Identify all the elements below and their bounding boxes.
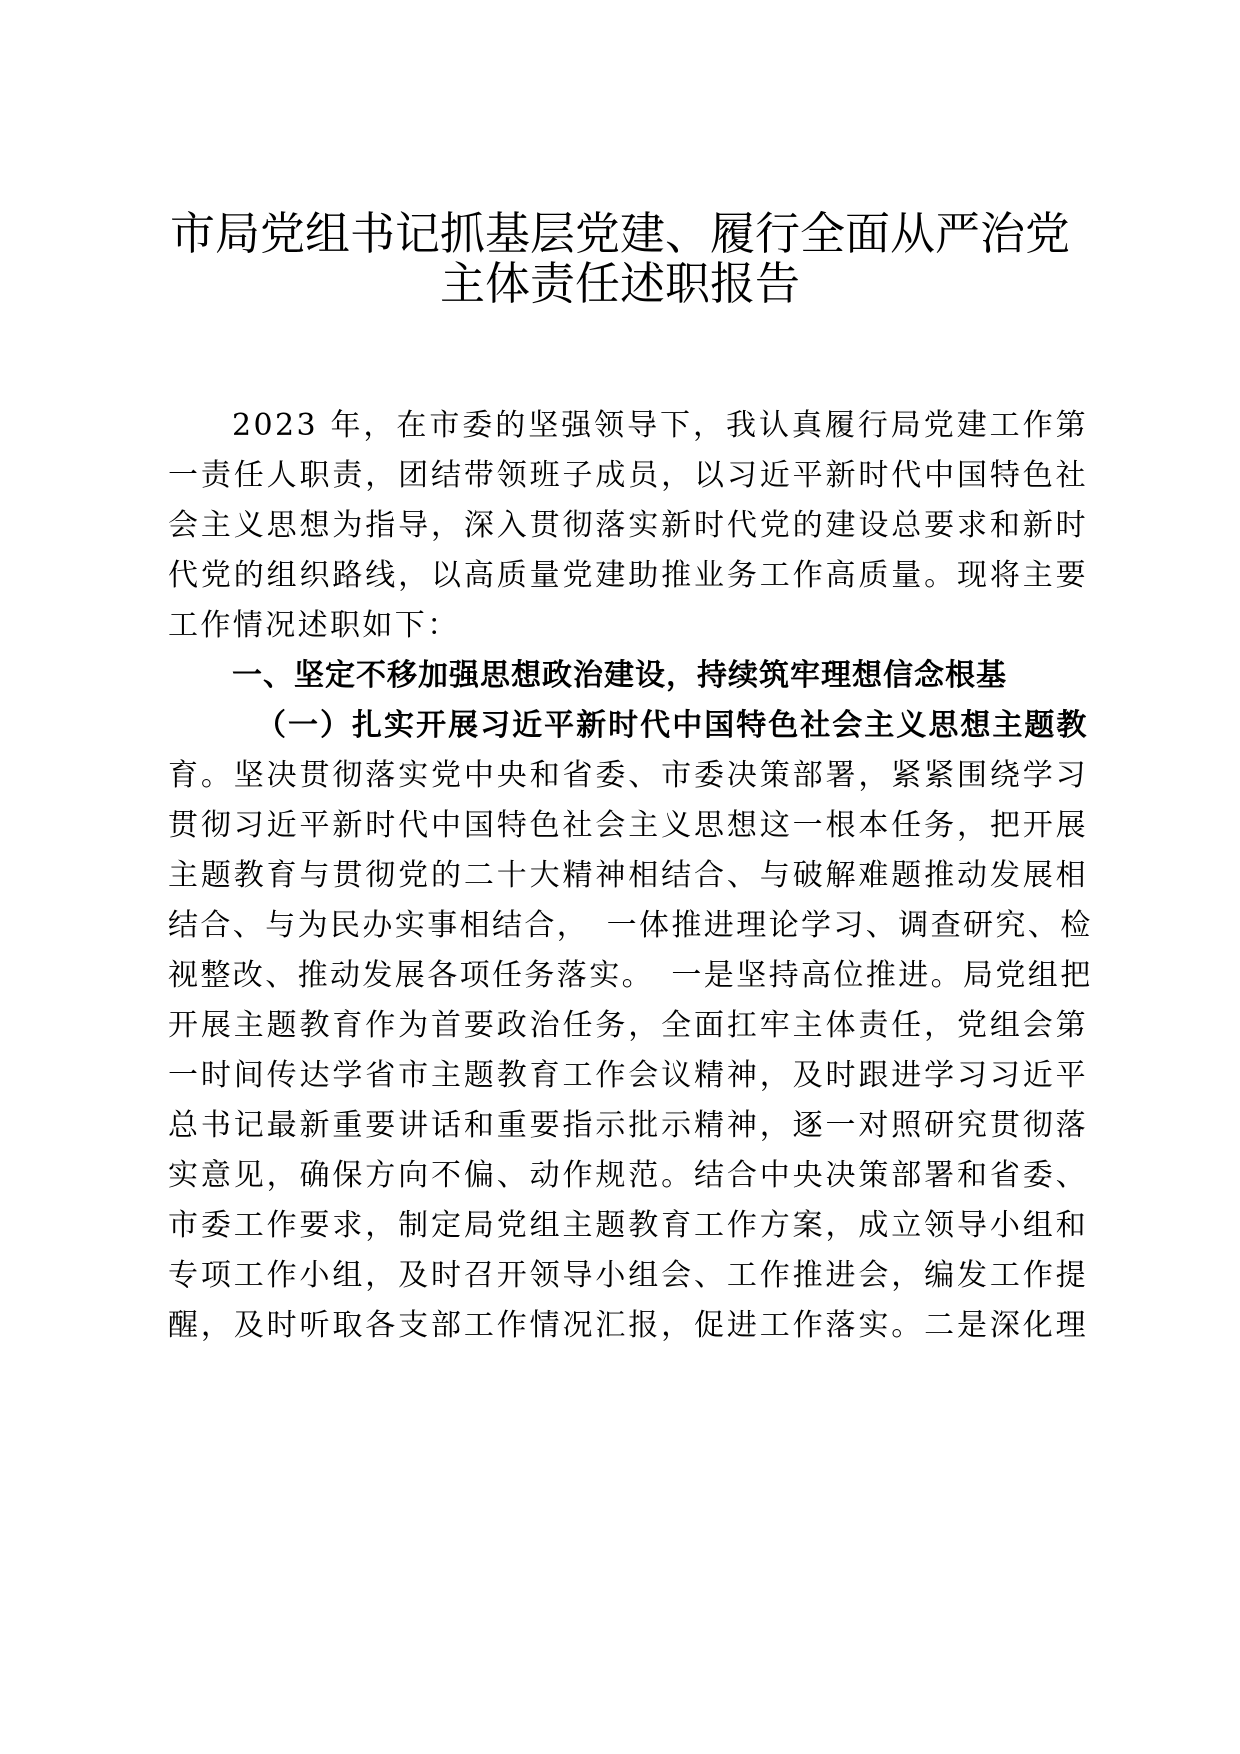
- intro-line: 一责任人职责，团结带领班子成员，以习近平新时代中国特色社: [168, 458, 1088, 493]
- body-line: 开展主题教育作为首要政治任务，全面扛牢主体责任，党组会第: [168, 1008, 1088, 1043]
- body-line: 一时间传达学省市主题教育工作会议精神，及时跟进学习习近平: [168, 1058, 1088, 1093]
- body-line: 贯彻习近平新时代中国特色社会主义思想这一根本任务，把开展: [168, 808, 1088, 843]
- intro-line: 2023 年，在市委的坚强领导下，我认真履行局党建工作第: [232, 408, 1088, 443]
- body-line: 结合、与为民办实事相结合， 一体推进理论学习、调查研究、检: [168, 908, 1093, 943]
- intro-line: 会主义思想为指导，深入贯彻落实新时代党的建设总要求和新时: [168, 508, 1088, 543]
- intro-line: 代党的组织路线，以高质量党建助推业务工作高质量。现将主要: [168, 558, 1088, 593]
- body-line: 醒，及时听取各支部工作情况汇报，促进工作落实。二是深化理: [168, 1308, 1088, 1343]
- body-line: 视整改、推动发展各项任务落实。 一是坚持高位推进。局党组把: [168, 958, 1093, 993]
- body-line: 市委工作要求，制定局党组主题教育工作方案，成立领导小组和: [168, 1208, 1088, 1243]
- body-line: 育。坚决贯彻落实党中央和省委、市委决策部署，紧紧围绕学习: [168, 758, 1088, 793]
- body-line: 实意见，确保方向不偏、动作规范。结合中央决策部署和省委、: [168, 1158, 1088, 1193]
- document-title-line-2: 主体责任述职报告: [439, 257, 800, 310]
- body-line: 专项工作小组，及时召开领导小组会、工作推进会，编发工作提: [168, 1258, 1088, 1293]
- document-title-line-1: 市局党组书记抓基层党建、履行全面从严治党: [169, 207, 1070, 260]
- body-line: 总书记最新重要讲话和重要指示批示精神，逐一对照研究贯彻落: [168, 1108, 1088, 1143]
- body-line: 主题教育与贯彻党的二十大精神相结合、与破解难题推动发展相: [168, 858, 1088, 893]
- section-heading: 一、坚定不移加强思想政治建设，持续筑牢理想信念根基: [232, 658, 1007, 693]
- intro-line: 工作情况述职如下：: [168, 608, 460, 643]
- subsection-heading: （一）扎实开展习近平新时代中国特色社会主义思想主题教: [256, 708, 1088, 743]
